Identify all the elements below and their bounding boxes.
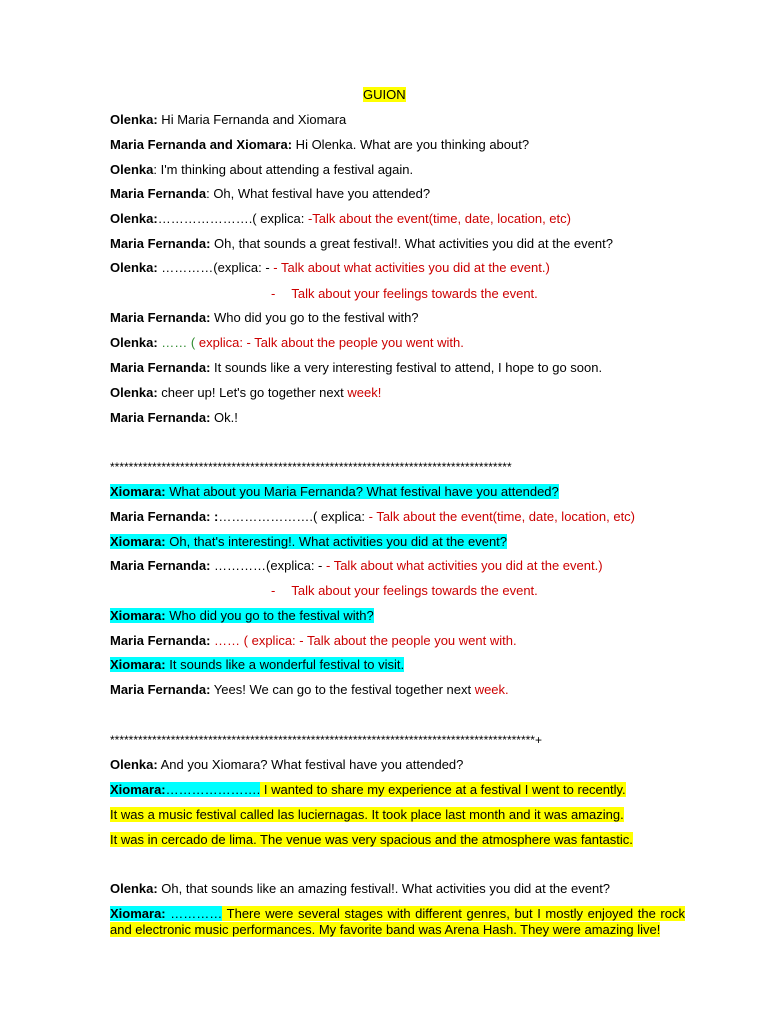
dash-bullet: - (271, 286, 276, 301)
placeholder-dots: …… ( (157, 335, 199, 350)
line-text: I wanted to share my experience at a festival I went to recently. (260, 782, 626, 797)
line-text: : Oh, What festival have you attended? (206, 186, 431, 201)
dialogue-line (110, 657, 404, 673)
line-text: What about you Maria Fernanda? What festival have you attended? (165, 484, 559, 499)
dialogue-line (110, 757, 463, 773)
speaker-label: Olenka: (110, 260, 158, 275)
placeholder-dots: ………… (165, 906, 223, 921)
speaker-label: Olenka: (110, 335, 158, 350)
bullet-line (271, 286, 538, 302)
bullet-line (271, 583, 538, 599)
dialogue-line (110, 236, 613, 252)
instruction-text: -Talk about the event(time, date, location, etc) (307, 211, 571, 226)
line-text: Yees! We can go to the festival together next (210, 682, 475, 697)
dialogue-line (110, 558, 603, 574)
line-text: : I'm thinking about attending a festival again. (153, 162, 414, 177)
dialogue-line (110, 807, 624, 823)
speaker-label: Olenka: (110, 385, 158, 400)
dialogue-line (110, 832, 633, 848)
dialogue-line (110, 211, 571, 227)
line-text: Who did you go to the festival with? (210, 310, 419, 325)
speaker-label: Maria Fernanda (110, 186, 207, 201)
dialogue-line (110, 881, 610, 897)
line-text: It sounds like a very interesting festival to attend, I hope to go soon. (210, 360, 603, 375)
speaker-label: Maria Fernanda: (110, 360, 211, 375)
speaker-label: Maria Fernanda: (110, 410, 211, 425)
speaker-label: Olenka (110, 162, 154, 177)
dialogue-line (110, 335, 464, 351)
speaker-label: Maria Fernanda and Xiomara: (110, 137, 293, 152)
speaker-label: Xiomara: (110, 906, 166, 921)
dialogue-line (110, 509, 635, 525)
line-text: It was in cercado de lima. The venue was very spacious and the atmosphere was fantastic. (110, 832, 633, 847)
line-text: It sounds like a wonderful festival to visit. (165, 657, 405, 672)
line-text: It was a music festival called las luciernagas. It took place last month and it was amazing. (110, 807, 624, 822)
placeholder-dots: ………………….( explica: (157, 211, 308, 226)
dialogue-line (110, 112, 346, 128)
dialogue-line (110, 162, 413, 178)
instruction-text: - Talk about what activities you did at the event.) (273, 260, 550, 275)
line-text: Oh, that sounds like an amazing festival!. What activities you did at the event? (157, 881, 611, 896)
speaker-label: Xiomara: (110, 534, 166, 549)
dialogue-line (110, 484, 559, 500)
line-text: There were several stages with different genres, but I mostly enjoyed the rock and electronic music performances. My favorite band was Arena Hash. They were amazing live! (110, 906, 685, 937)
speaker-label: Maria Fernanda: (110, 558, 211, 573)
dialogue-line (110, 360, 602, 376)
speaker-label: Xiomara: (110, 657, 166, 672)
dialogue-line (110, 260, 550, 276)
dialogue-paragraph (110, 906, 685, 938)
speaker-label: Olenka: (110, 211, 158, 226)
speaker-label: Xiomara: (110, 484, 166, 499)
dash-bullet: - (271, 583, 276, 598)
placeholder-dots: …………(explica: - (157, 260, 274, 275)
line-text: Hi Olenka. What are you thinking about? (292, 137, 530, 152)
speaker-label: Maria Fernanda: : (110, 509, 219, 524)
document-title: GUION (363, 87, 406, 102)
instruction-text: explica: - Talk about the people you went with. (198, 335, 464, 350)
instruction-text: - Talk about what activities you did at the event.) (326, 558, 603, 573)
instruction-text: Talk about your feelings towards the event. (291, 286, 538, 301)
speaker-label: Olenka: (110, 881, 158, 896)
dialogue-line (110, 310, 419, 326)
instruction-text: Talk about your feelings towards the event. (291, 583, 538, 598)
separator-line: ************************************************************************************** (110, 460, 512, 474)
placeholder-dots: ………………….( explica: (218, 509, 369, 524)
dialogue-line (110, 682, 509, 698)
speaker-label: Olenka: (110, 757, 158, 772)
placeholder-dots: …………(explica: - (210, 558, 326, 573)
speaker-label: Maria Fernanda: (110, 682, 211, 697)
line-text: cheer up! Let's go together next (157, 385, 348, 400)
dialogue-line (110, 608, 374, 624)
instruction-text: - Talk about the event(time, date, location, etc) (368, 509, 636, 524)
line-text: Who did you go to the festival with? (165, 608, 374, 623)
line-text: Oh, that sounds a great festival!. What activities you did at the event? (210, 236, 613, 251)
instruction-text: explica: - Talk about the people you went with. (251, 633, 517, 648)
speaker-label: Xiomara: (110, 782, 166, 797)
dialogue-line (110, 633, 517, 649)
dialogue-line (110, 186, 430, 202)
dialogue-line (110, 782, 626, 798)
separator-line: *******************************************************************************************+ (110, 733, 542, 747)
line-text: And you Xiomara? What festival have you attended? (157, 757, 464, 772)
line-text: Ok.! (210, 410, 238, 425)
dialogue-line (110, 385, 381, 401)
line-text: Hi Maria Fernanda and Xiomara (157, 112, 347, 127)
dialogue-line (110, 137, 529, 153)
dialogue-line (110, 534, 507, 550)
speaker-label: Olenka: (110, 112, 158, 127)
speaker-label: Maria Fernanda: (110, 236, 211, 251)
placeholder-dots: …………………. (165, 782, 261, 797)
placeholder-dots: …… ( (210, 633, 252, 648)
speaker-label: Maria Fernanda: (110, 633, 211, 648)
emphasis-text: week. (474, 682, 509, 697)
dialogue-line (110, 410, 238, 426)
line-text: Oh, that's interesting!. What activities you did at the event? (165, 534, 508, 549)
speaker-label: Xiomara: (110, 608, 166, 623)
emphasis-text: week! (347, 385, 382, 400)
speaker-label: Maria Fernanda: (110, 310, 211, 325)
